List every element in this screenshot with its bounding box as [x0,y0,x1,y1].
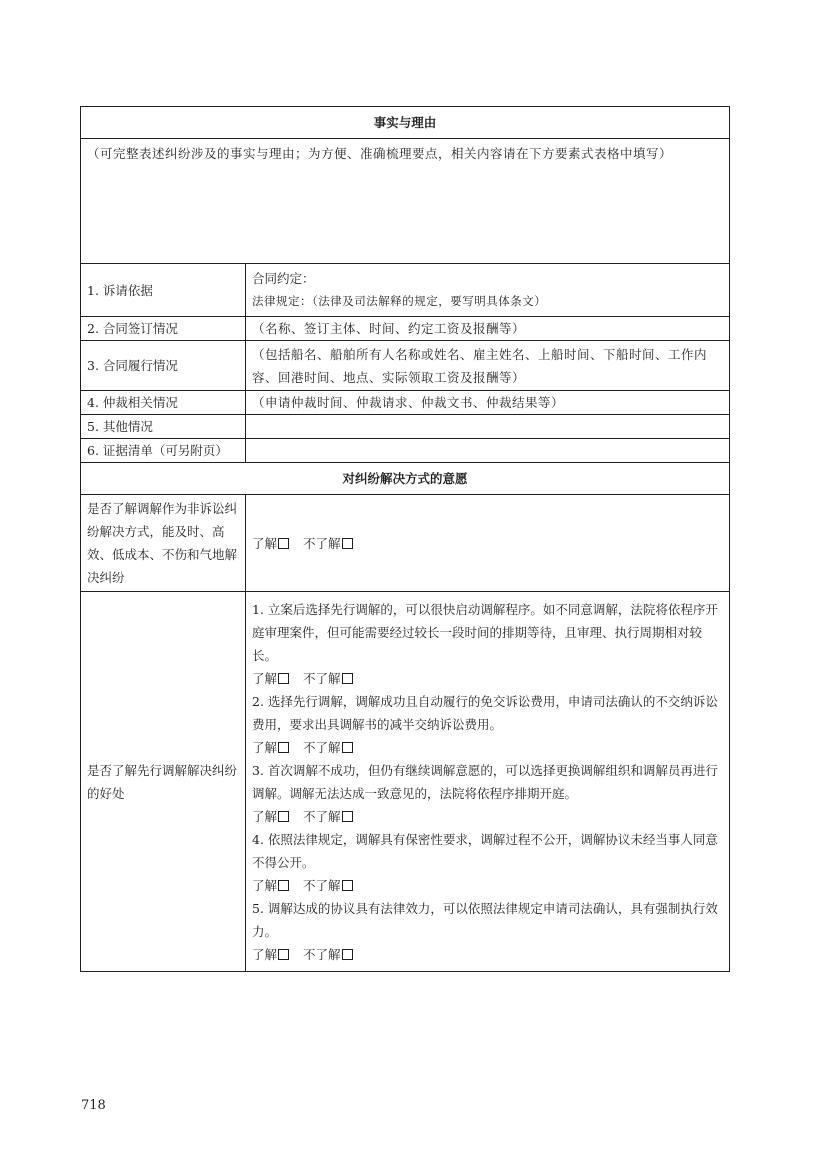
not-understand-checkbox[interactable] [342,949,353,960]
benefit-2-answer [252,736,723,759]
benefit-4-answer [252,874,723,897]
section-title-facts: 事实与理由 [81,107,730,139]
section-title-resolution: 对纠纷解决方式的意愿 [81,463,730,495]
row-content-claim-basis[interactable] [246,264,730,317]
not-understand-label: 不了解 [303,946,341,962]
understand-checkbox[interactable] [278,880,289,891]
understand-checkbox[interactable] [278,538,289,549]
row-content-contract-signing[interactable]: （名称、签订主体、时间、约定工资及报酬等） [246,317,730,341]
q1-answer [246,495,730,592]
facts-form-table [80,106,730,972]
understand-checkbox[interactable] [278,742,289,753]
row-content-other[interactable] [246,415,730,439]
not-understand-label: 不了解 [303,535,341,551]
not-understand-label: 不了解 [303,739,341,755]
understand-label: 了解 [252,946,278,962]
not-understand-checkbox[interactable] [342,880,353,891]
benefit-3-answer [252,805,723,828]
contract-agreement-line: 合同约定： [252,271,315,286]
benefit-1-answer [252,667,723,690]
understand-checkbox[interactable] [278,949,289,960]
not-understand-checkbox[interactable] [342,811,353,822]
not-understand-checkbox[interactable] [342,742,353,753]
understand-label: 了解 [252,877,278,893]
row-label-claim-basis: 1. 诉请依据 [81,264,246,317]
benefit-3-text: 3. 首次调解不成功，但仍有继续调解意愿的，可以选择更换调解组织和调解员再进行调解。调解无法达成一致意见的，法院将依程序排期开庭。 [252,762,718,801]
row-label-contract-performance: 3. 合同履行情况 [81,341,246,391]
q2-label: 是否了解先行调解解决纠纷的好处 [81,592,246,972]
legal-provision-line: 法律规定：（法律及司法解释的规定，要写明具体条文） [252,294,547,308]
not-understand-checkbox[interactable] [342,538,353,549]
not-understand-label: 不了解 [303,670,341,686]
not-understand-label: 不了解 [303,877,341,893]
row-content-evidence-list[interactable] [246,439,730,463]
understand-label: 了解 [252,739,278,755]
benefit-5-text: 5. 调解达成的协议具有法律效力，可以依照法律规定申请司法确认，具有强制执行效力。 [252,900,718,939]
facts-note: （可完整表述纠纷涉及的事实与理由；为方便、准确梳理要点，相关内容请在下方要素式表格中填写） [81,139,730,264]
benefit-1-text: 1. 立案后选择先行调解的，可以很快启动调解程序。如不同意调解，法院将依程序开庭审理案件，但可能需要经过较长一段时间的排期等待，且审理、执行周期相对较长。 [252,601,718,663]
row-label-arbitration: 4. 仲裁相关情况 [81,391,246,415]
understand-label: 了解 [252,535,278,551]
understand-label: 了解 [252,670,278,686]
understand-label: 了解 [252,808,278,824]
benefit-5-answer [252,943,723,966]
not-understand-checkbox[interactable] [342,673,353,684]
benefit-4-text: 4. 依照法律规定，调解具有保密性要求，调解过程不公开，调解协议未经当事人同意不得公开。 [252,831,718,870]
row-label-evidence-list: 6. 证据清单（可另附页） [81,439,246,463]
benefit-2-text: 2. 选择先行调解，调解成功且自动履行的免交诉讼费用，申请司法确认的不交纳诉讼费用，要求出具调解书的减半交纳诉讼费用。 [252,693,718,732]
page-number: 718 [81,1098,106,1113]
row-label-other: 5. 其他情况 [81,415,246,439]
understand-checkbox[interactable] [278,673,289,684]
q1-label: 是否了解调解作为非诉讼纠纷解决方式，能及时、高效、低成本、不伤和气地解决纠纷 [81,495,246,592]
row-content-contract-performance[interactable]: （包括船名、船舶所有人名称或姓名、雇主姓名、上船时间、下船时间、工作内容、回港时间、地点、实际领取工资及报酬等） [246,341,730,391]
understand-checkbox[interactable] [278,811,289,822]
row-label-contract-signing: 2. 合同签订情况 [81,317,246,341]
q2-answers [246,592,730,972]
not-understand-label: 不了解 [303,808,341,824]
row-content-arbitration[interactable]: （申请仲裁时间、仲裁请求、仲裁文书、仲裁结果等） [246,391,730,415]
